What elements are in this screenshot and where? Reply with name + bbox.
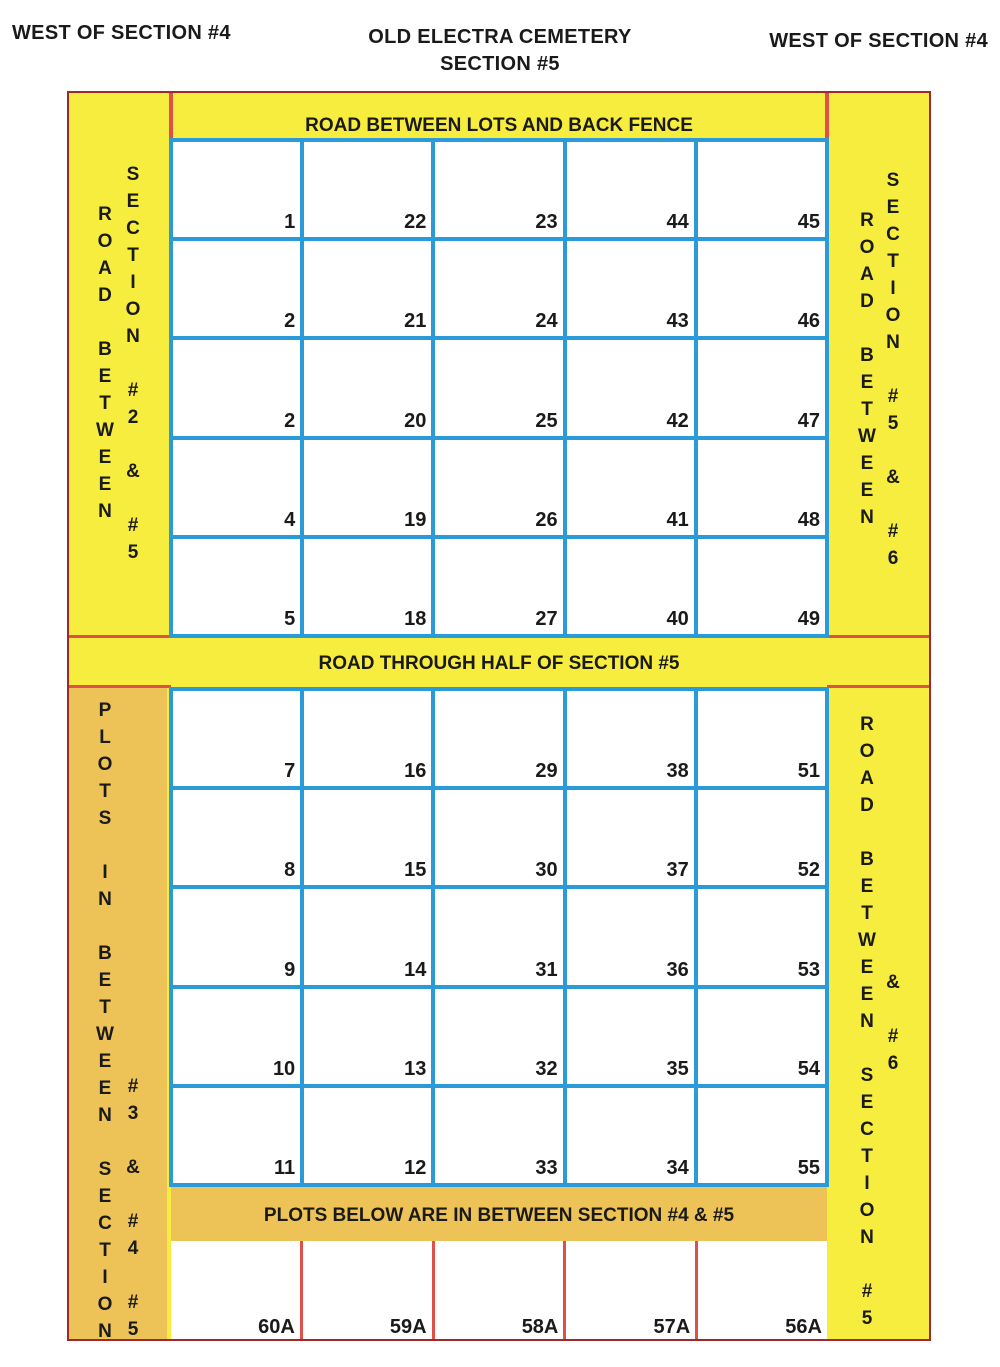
plot-cell — [304, 1088, 431, 1183]
plot-cell — [173, 440, 300, 535]
side-label-letter: E — [98, 1051, 112, 1072]
plot-cell — [435, 1088, 562, 1183]
plot-cell — [304, 340, 431, 435]
plot-number: 56A — [785, 1316, 822, 1338]
plot-number: 55 — [797, 1156, 820, 1179]
side-label-letter: E — [860, 480, 874, 501]
plot-number: 38 — [666, 760, 689, 783]
side-label-letter: # — [127, 515, 139, 536]
plot-number: 29 — [535, 760, 558, 783]
plot-cell — [171, 1241, 300, 1341]
plot-number: 60A — [258, 1316, 295, 1338]
plot-cell — [567, 691, 694, 786]
plot-cell — [300, 1241, 432, 1341]
side-label-letter: E — [98, 1078, 112, 1099]
plot-cell — [173, 790, 300, 885]
plot-number: 14 — [404, 958, 427, 981]
side-label-letter: E — [860, 957, 874, 978]
plot-number: 34 — [666, 1156, 689, 1179]
side-label-letter: S — [860, 1065, 874, 1086]
plot-cell — [173, 691, 300, 786]
side-label-letter: T — [99, 781, 111, 802]
side-label-letter: T — [861, 1146, 873, 1167]
plot-cell — [173, 340, 300, 435]
side-label-letter: E — [860, 1092, 874, 1113]
side-label-letter: E — [98, 1186, 112, 1207]
side-label-letter: # — [127, 1292, 139, 1313]
plot-number: 19 — [404, 508, 427, 531]
plot-number: 15 — [404, 859, 427, 882]
plot-number: 9 — [284, 958, 296, 981]
side-label-letter: E — [886, 197, 900, 218]
side-label-letter: 6 — [887, 548, 899, 569]
lower-plot-grid — [169, 687, 829, 1187]
plot-cell — [435, 790, 562, 885]
side-label-letter: T — [127, 245, 139, 266]
side-label-letter: 5 — [887, 413, 899, 434]
side-label-letter: S — [98, 808, 112, 829]
plot-cell — [567, 790, 694, 885]
side-label-letter: B — [98, 943, 112, 964]
left-top-section-label — [119, 161, 147, 566]
left-bottom-section-label — [119, 1073, 147, 1341]
plot-number: 59A — [389, 1316, 427, 1338]
plot-number: 2 — [284, 409, 296, 432]
right-top-road-label — [853, 207, 881, 531]
plot-cell — [567, 539, 694, 634]
side-label-letter: P — [98, 700, 112, 721]
side-label-letter: I — [102, 862, 108, 883]
plot-cell — [304, 790, 431, 885]
side-label-letter: W — [858, 930, 876, 951]
plot-number: 30 — [535, 859, 558, 882]
side-label-letter: T — [861, 399, 873, 420]
plot-number: 32 — [535, 1057, 558, 1080]
plot-cell — [432, 1241, 564, 1341]
plot-cell — [563, 1241, 695, 1341]
side-label-letter: E — [98, 970, 112, 991]
plot-number: 54 — [797, 1057, 820, 1080]
plot-cell — [698, 691, 825, 786]
plot-number: 23 — [535, 211, 558, 234]
side-label-letter: O — [125, 299, 141, 320]
side-label-letter: E — [98, 366, 112, 387]
plot-cell — [698, 539, 825, 634]
plot-number: 47 — [797, 409, 820, 432]
side-label-letter: O — [97, 1294, 113, 1315]
side-label-letter: # — [887, 1026, 899, 1047]
title-line-2: SECTION #5 — [440, 53, 560, 75]
plot-number: 44 — [666, 211, 689, 234]
plot-cell — [567, 142, 694, 237]
side-label-letter: N — [98, 1321, 112, 1341]
cemetery-map — [67, 91, 931, 1341]
plot-cell — [435, 142, 562, 237]
plot-number: 12 — [404, 1156, 427, 1179]
side-label-letter: R — [98, 204, 112, 225]
right-top-section-label — [879, 167, 907, 572]
side-label-letter: N — [98, 1105, 112, 1126]
side-label-letter: 5 — [127, 542, 139, 563]
bottom-band-label: PLOTS BELOW ARE IN BETWEEN SECTION #4 & #5 — [263, 1205, 735, 1226]
side-label-letter: & — [126, 461, 140, 482]
plot-number: 7 — [284, 760, 296, 783]
plot-number: 24 — [535, 310, 558, 333]
plot-cell — [567, 340, 694, 435]
plot-number: 43 — [666, 310, 689, 333]
side-label-letter: # — [861, 1281, 873, 1302]
plot-cell — [567, 440, 694, 535]
side-label-letter: C — [886, 224, 900, 245]
side-label-letter: C — [126, 218, 140, 239]
left-top-road-label — [91, 201, 119, 525]
side-label-letter: D — [860, 291, 874, 312]
plot-cell — [304, 142, 431, 237]
side-label-letter: O — [859, 741, 875, 762]
side-label-letter: R — [860, 714, 874, 735]
plot-number: 4 — [284, 508, 296, 531]
side-label-letter: W — [96, 1024, 114, 1045]
plot-number: 48 — [797, 508, 820, 531]
plot-number: 25 — [535, 409, 558, 432]
side-label-letter: O — [859, 237, 875, 258]
plot-cell — [698, 989, 825, 1084]
plot-cell — [435, 889, 562, 984]
plot-cell — [304, 440, 431, 535]
plot-cell — [698, 440, 825, 535]
side-label-letter: O — [97, 231, 113, 252]
side-label-letter: N — [860, 1227, 874, 1248]
side-label-letter: S — [886, 170, 900, 191]
side-label-letter: T — [99, 393, 111, 414]
plot-number: 46 — [797, 310, 820, 333]
plot-number: 2 — [284, 310, 296, 333]
plot-number: 45 — [797, 211, 820, 234]
plot-number: 49 — [797, 607, 820, 630]
side-label-letter: O — [859, 1200, 875, 1221]
plot-cell — [698, 889, 825, 984]
plot-cell — [435, 989, 562, 1084]
plot-cell — [304, 691, 431, 786]
plot-cell — [435, 691, 562, 786]
side-label-letter: N — [126, 326, 140, 347]
side-label-letter: I — [890, 278, 896, 299]
side-label-letter: E — [860, 984, 874, 1005]
divider-line — [69, 635, 171, 638]
side-label-letter: B — [98, 339, 112, 360]
side-label-letter: 5 — [861, 1308, 873, 1329]
side-label-letter: & — [886, 972, 900, 993]
plot-number: 5 — [284, 607, 296, 630]
plot-number: 58A — [521, 1316, 559, 1338]
side-label-letter: E — [98, 474, 112, 495]
between-sections-plot-row — [171, 1241, 827, 1341]
side-label-letter: D — [860, 795, 874, 816]
plot-cell — [173, 889, 300, 984]
plot-number: 42 — [666, 409, 689, 432]
plot-number: 33 — [535, 1156, 558, 1179]
plot-cell — [698, 241, 825, 336]
plot-number: 11 — [274, 1156, 296, 1179]
plot-number: 26 — [535, 508, 558, 531]
plot-number: 40 — [666, 607, 689, 630]
side-label-letter: N — [860, 1011, 874, 1032]
side-label-letter: # — [127, 380, 139, 401]
side-label-letter: T — [861, 903, 873, 924]
plot-cell — [435, 340, 562, 435]
side-label-letter: & — [886, 467, 900, 488]
side-label-letter: I — [864, 1173, 870, 1194]
side-label-letter: T — [99, 1240, 111, 1261]
side-label-letter: E — [98, 447, 112, 468]
plot-cell — [304, 889, 431, 984]
plot-cell — [304, 989, 431, 1084]
side-label-letter: E — [860, 876, 874, 897]
plot-number: 8 — [284, 859, 296, 882]
plot-cell — [567, 241, 694, 336]
plot-number: 27 — [535, 607, 558, 630]
plot-cell — [567, 1088, 694, 1183]
side-label-letter: B — [860, 849, 874, 870]
divider-line — [69, 685, 171, 688]
middle-road-label: ROAD THROUGH HALF OF SECTION #5 — [318, 653, 680, 674]
side-label-letter: 5 — [127, 1319, 139, 1340]
plot-number: 22 — [404, 211, 427, 234]
side-label-letter: N — [98, 501, 112, 522]
plot-number: 53 — [797, 958, 820, 981]
side-label-letter: 6 — [887, 1053, 899, 1074]
side-label-letter: E — [860, 453, 874, 474]
upper-plot-grid — [169, 138, 829, 638]
side-label-letter: C — [860, 1119, 874, 1140]
header-left-label: WEST OF SECTION #4 — [12, 22, 231, 44]
plot-cell — [567, 989, 694, 1084]
divider-line — [827, 635, 931, 638]
side-label-letter: A — [860, 768, 874, 789]
side-label-letter: T — [887, 251, 899, 272]
plot-number: 13 — [404, 1057, 427, 1080]
side-label-letter: # — [127, 1211, 139, 1232]
side-label-letter: R — [860, 210, 874, 231]
side-label-letter: C — [98, 1213, 112, 1234]
plot-cell — [695, 1241, 827, 1341]
plot-cell — [173, 989, 300, 1084]
plot-number: 41 — [666, 508, 689, 531]
side-label-letter: W — [858, 426, 876, 447]
side-label-letter: A — [860, 264, 874, 285]
side-label-letter: W — [96, 420, 114, 441]
side-label-letter: I — [130, 272, 136, 293]
side-label-letter: T — [99, 997, 111, 1018]
plot-cell — [567, 889, 694, 984]
plot-number: 51 — [797, 760, 820, 783]
plot-cell — [698, 1088, 825, 1183]
side-label-letter: # — [887, 521, 899, 542]
side-label-letter: E — [860, 372, 874, 393]
side-label-letter: # — [127, 1076, 139, 1097]
plot-number: 10 — [272, 1057, 296, 1080]
side-label-letter: O — [97, 754, 113, 775]
side-label-letter: 2 — [127, 407, 139, 428]
plot-number: 21 — [404, 310, 427, 333]
side-label-letter: N — [886, 332, 900, 353]
side-label-letter: O — [885, 305, 901, 326]
side-label-letter: D — [98, 285, 112, 306]
plot-number: 1 — [284, 211, 296, 234]
plot-cell — [435, 241, 562, 336]
side-label-letter: S — [126, 164, 140, 185]
side-label-letter: I — [102, 1267, 108, 1288]
plot-cell — [304, 539, 431, 634]
divider-line — [827, 685, 931, 688]
side-label-letter: S — [98, 1159, 112, 1180]
plot-cell — [435, 539, 562, 634]
plot-cell — [698, 142, 825, 237]
plot-number: 57A — [653, 1316, 691, 1338]
plot-number: 37 — [666, 859, 689, 882]
side-label-letter: N — [98, 889, 112, 910]
plot-number: 18 — [404, 607, 427, 630]
side-label-letter: L — [99, 727, 111, 748]
side-label-letter: A — [98, 258, 112, 279]
title-line-1: OLD ELECTRA CEMETERY — [368, 26, 632, 48]
side-label-letter: E — [126, 191, 140, 212]
plot-cell — [173, 539, 300, 634]
plot-cell — [304, 241, 431, 336]
right-bottom-section-label — [879, 969, 907, 1077]
plot-cell — [698, 790, 825, 885]
plot-number: 20 — [404, 409, 427, 432]
plot-cell — [173, 241, 300, 336]
plot-cell — [435, 440, 562, 535]
plot-cell — [698, 340, 825, 435]
plot-number: 52 — [797, 859, 820, 882]
right-bottom-road-label — [853, 711, 881, 1332]
side-label-letter: N — [860, 507, 874, 528]
side-label-letter: B — [860, 345, 874, 366]
plot-cell — [173, 142, 300, 237]
side-label-letter: # — [887, 386, 899, 407]
top-road-label: ROAD BETWEEN LOTS AND BACK FENCE — [305, 115, 693, 136]
header-right-label: WEST OF SECTION #4 — [769, 30, 988, 52]
plot-number: 35 — [666, 1057, 689, 1080]
side-label-letter: 3 — [127, 1103, 139, 1124]
plot-number: 16 — [404, 760, 427, 783]
side-label-letter: & — [126, 1157, 140, 1178]
plot-number: 31 — [535, 958, 558, 981]
left-bottom-plots-label — [91, 697, 119, 1341]
side-label-letter: 4 — [127, 1238, 139, 1259]
plot-cell — [173, 1088, 300, 1183]
plot-number: 36 — [666, 958, 689, 981]
